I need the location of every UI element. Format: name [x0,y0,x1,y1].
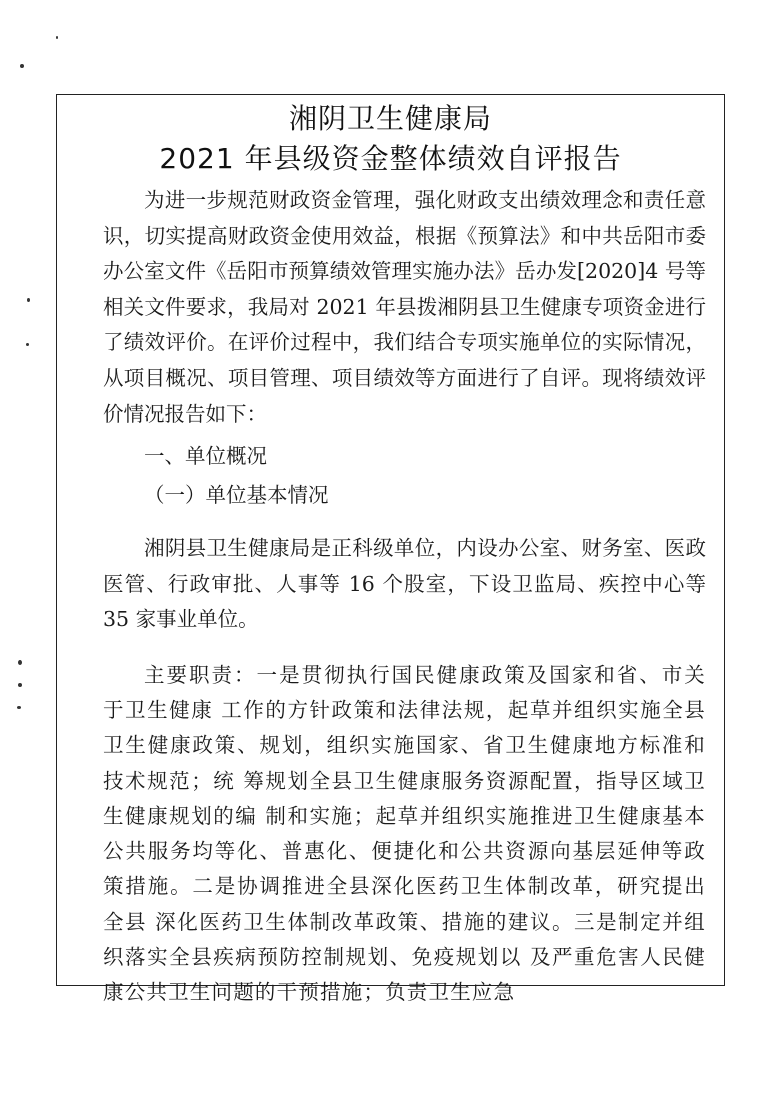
unit-paragraph: 湘阴县卫生健康局是正科级单位，内设办公室、财务室、医政医管、行政审批、人事等 16 个股室，下设卫监局、疾控中心等 35 家事业单位。 [103,536,706,632]
scan-speck [27,298,30,302]
scan-speck [20,64,24,68]
scan-speck [18,683,22,687]
title-line-1: 湘阴卫生健康局 [288,102,492,135]
scan-speck [18,660,22,665]
document-frame [56,94,725,1005]
scan-speck [56,36,58,39]
section-heading-unit-overview: 一、单位概况 [144,444,267,469]
scan-speck [17,706,21,709]
duties-paragraph: 主要职责：一是贯彻执行国民健康政策及国家和省、市关于卫生健康 工作的方针政策和法律法规，起草并组织实施全县卫生健康政策、规划，组织实施国家、省卫生健康地方标准和技术规范；统 筹规划全县卫生健康服务资源配置，指导区域卫生健康规划的编 制和实施；起草并组织实施推进卫生健康基本公共服务均等化、普惠化、便捷化和公共资源向基层延伸等政策措施。二是协调推进全县深化医药卫生体制改革，研究提出全县 深化医药卫生体制改革政策、措施的建议。三是制定并组织落实全县疾病预防控制规划、免疫规划以 及严重危害人民健康公共卫生问题的干预措施；负责卫生应急 [103,662,706,1005]
intro-paragraph: 为进一步规范财政资金管理，强化财政支出绩效理念和责任意识，切实提高财政资金使用效益，根据《预算法》和中共岳阳市委办公室文件《岳阳市预算绩效管理实施办法》岳办发[2020]4 号等相关文件要求，我局对 2021 年县拨湘阴县卫生健康专项资金进行了绩效评价。在评价过程中，我们结合专项实施单位的实际情况，从项目概况、项目管理、项目绩效等方面进行了自评。现将绩效评价情况报告如下： [103,188,706,426]
document-title [57,99,724,179]
title-line-2: 2021 年县级资金整体绩效自评报告 [159,142,622,175]
document-body [103,183,706,1011]
scan-speck [26,343,29,346]
subsection-heading-basic-info: （一）单位基本情况 [144,483,329,508]
